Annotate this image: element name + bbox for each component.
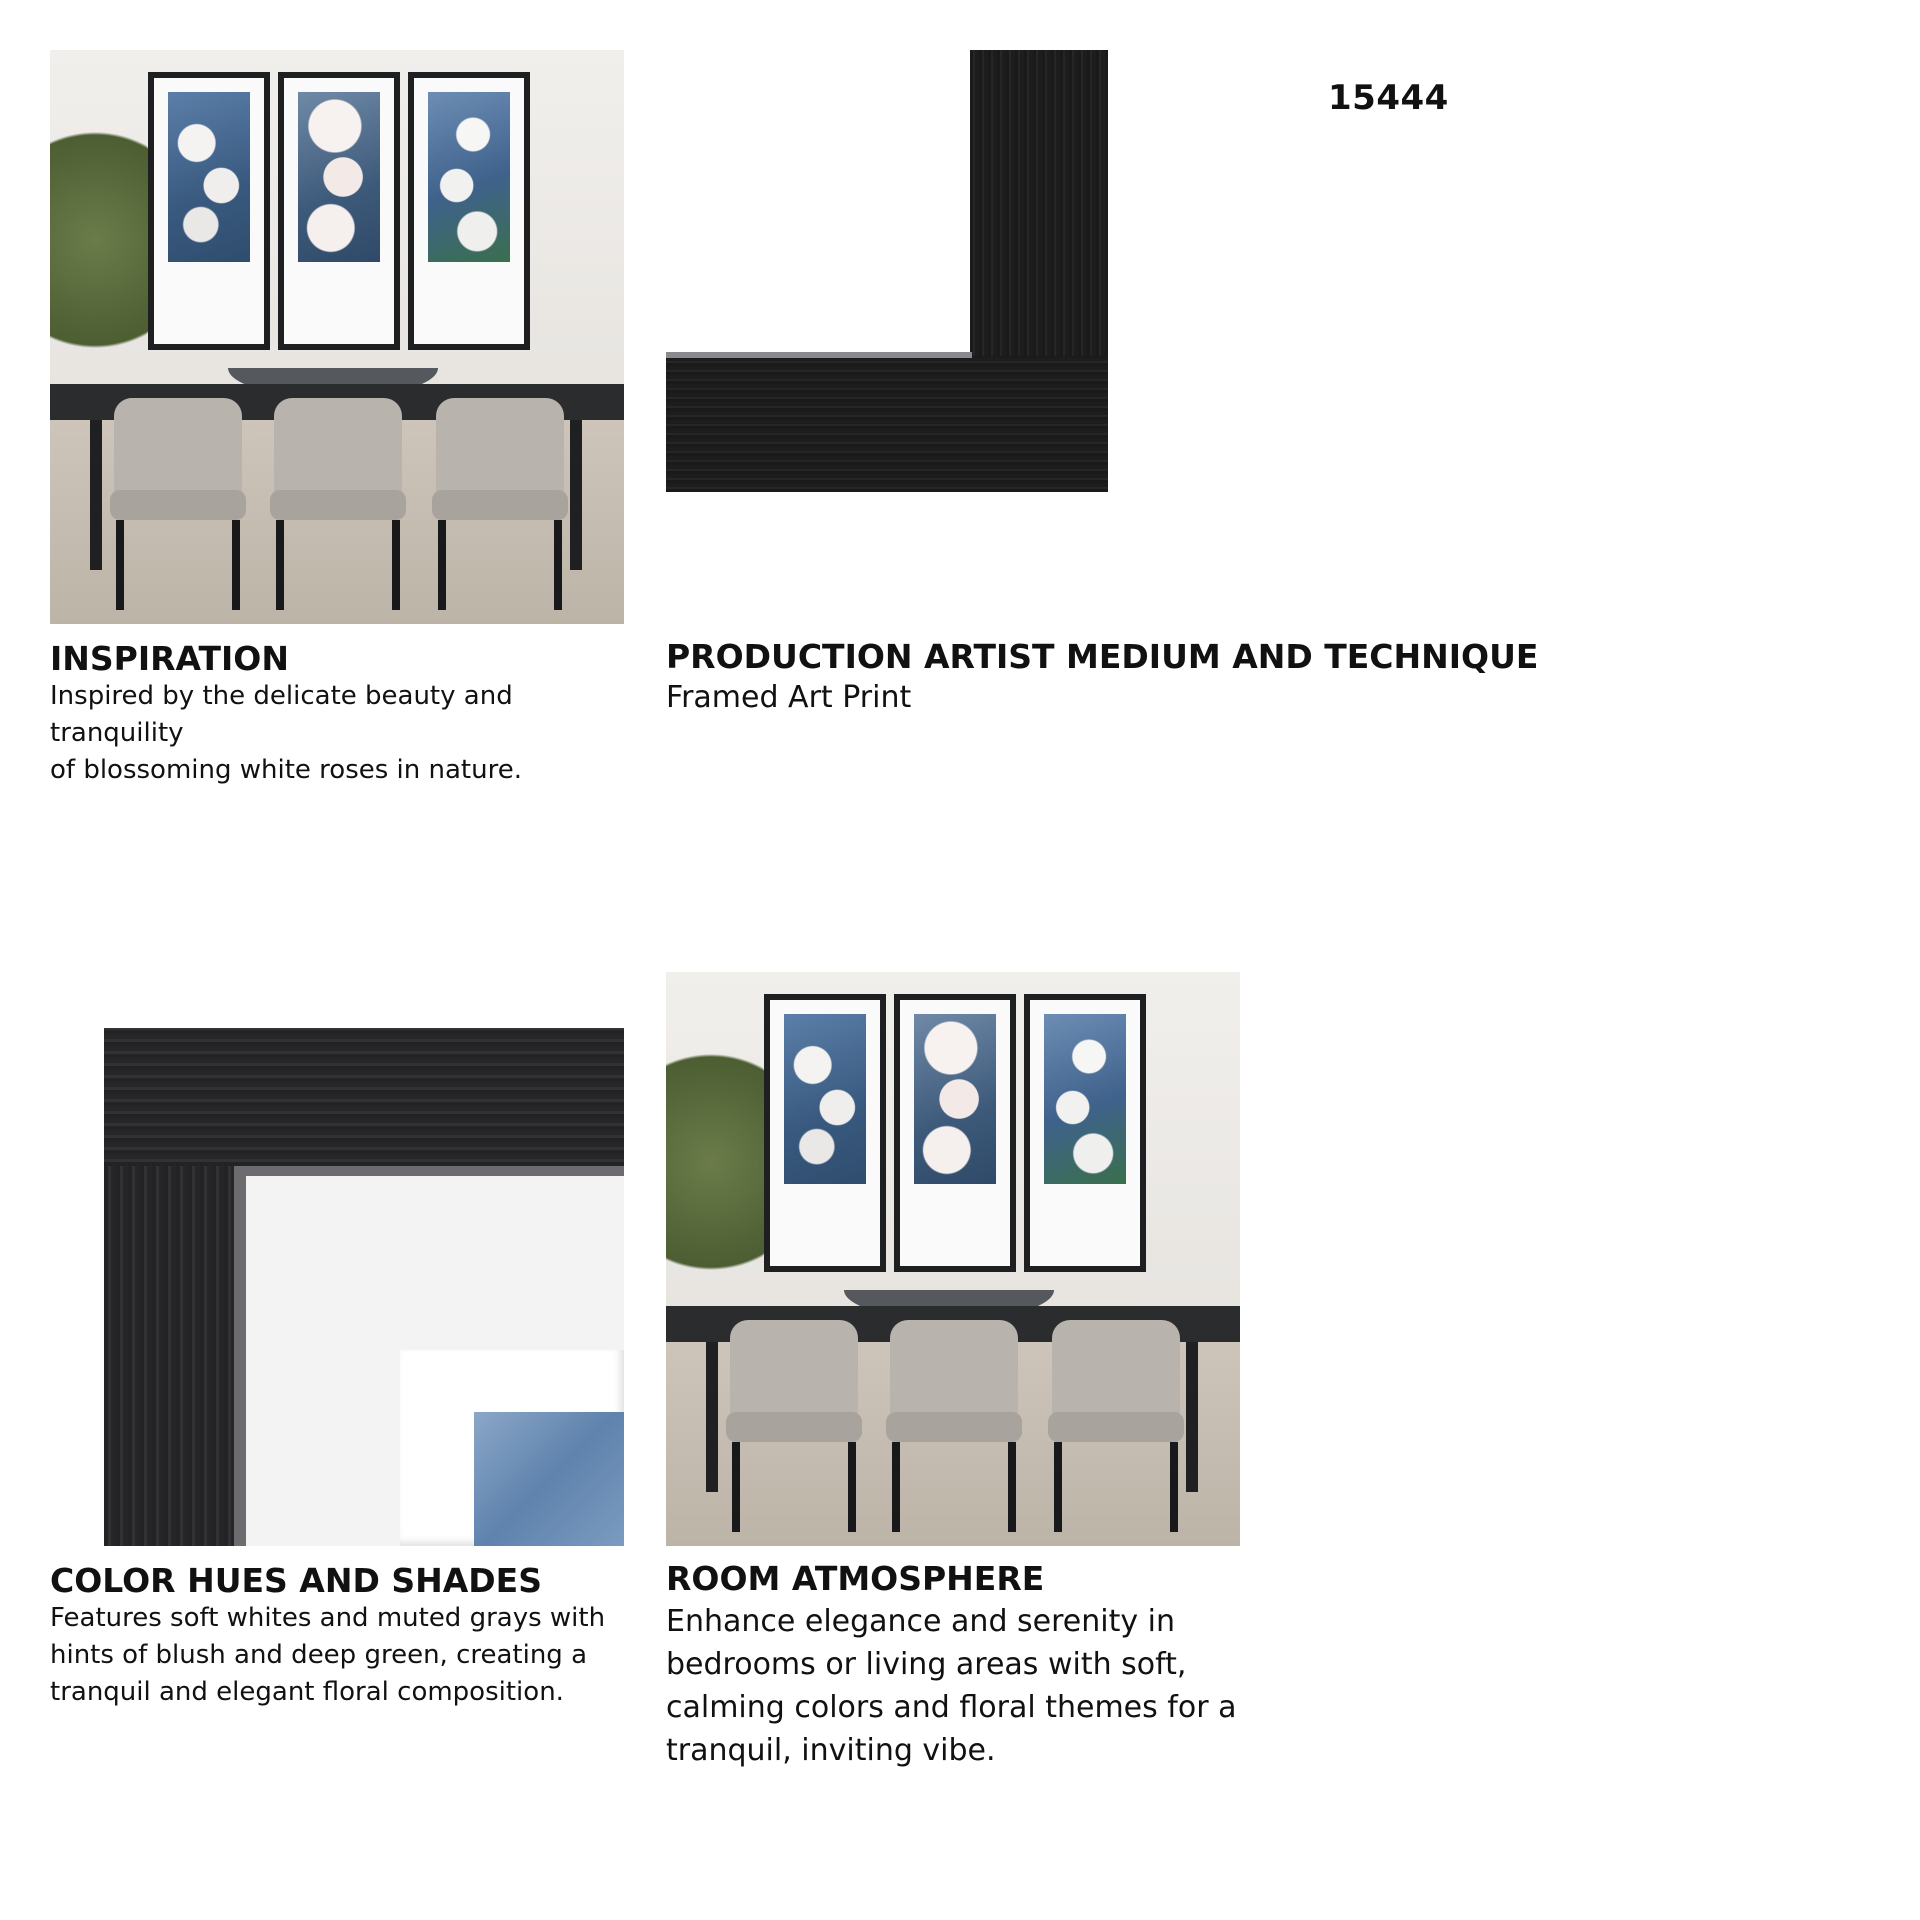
color-text-line: tranquil and elegant floral composition. [50,1677,564,1707]
inspiration-text-line: Inspired by the delicate beauty and tranquility [50,681,513,748]
inspiration-text [50,678,650,789]
color-heading: COLOR HUES AND SHADES [50,1561,542,1600]
inspiration-text-line: of blossoming white roses in nature. [50,755,522,785]
frame-corner-image-top [666,50,1108,492]
product-sku: 15444 [1328,78,1449,118]
room-atmosphere-text-line: bedrooms or living areas with soft, [666,1647,1187,1682]
color-text [50,1600,650,1711]
production-heading: PRODUCTION ARTIST MEDIUM AND TECHNIQUE [666,637,1539,676]
production-text: Framed Art Print [666,680,912,715]
color-text-line: hints of blush and deep green, creating a [50,1640,588,1670]
color-text-line: Features soft whites and muted grays with [50,1603,606,1633]
frame-corner-closeup-image [50,972,624,1546]
room-atmosphere-text [666,1600,1286,1772]
room-atmosphere-text-line: tranquil, inviting vibe. [666,1733,996,1768]
room-atmosphere-heading: ROOM ATMOSPHERE [666,1559,1045,1598]
room-scene-image-top [50,50,624,624]
inspiration-heading: INSPIRATION [50,639,289,678]
room-atmosphere-text-line: Enhance elegance and serenity in [666,1604,1175,1639]
room-scene-image-bottom [666,972,1240,1546]
room-atmosphere-text-line: calming colors and floral themes for a [666,1690,1237,1725]
